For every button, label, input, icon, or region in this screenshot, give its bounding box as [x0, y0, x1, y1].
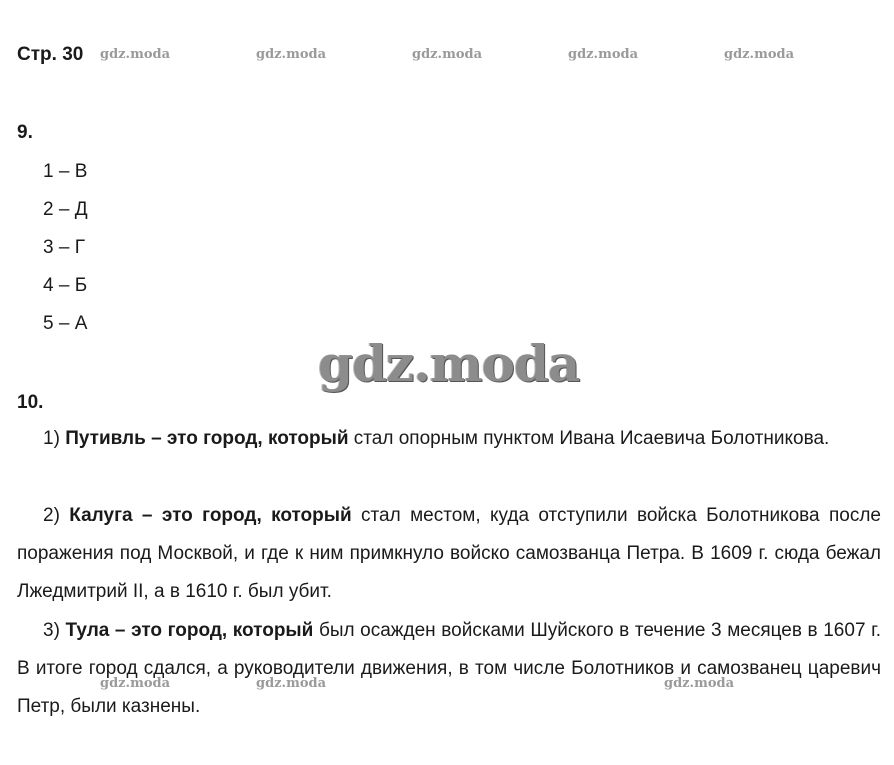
- answer-item: 1 – В: [43, 161, 88, 182]
- task-10-number: 10.: [17, 392, 44, 413]
- watermark-text: gdz.moda: [412, 47, 483, 62]
- item-text: был осажден войсками Шуйского в течение 3 месяцев в 1607 г. В итоге город сдался, а руководители движения, в том числе Болотников и самозванец царевич Петр, были казнены.: [17, 620, 881, 717]
- item-prefix: 2): [43, 505, 70, 526]
- answer-paragraph: [17, 612, 881, 726]
- item-text: стал местом, куда отступили войска Болотникова после поражения под Москвой, и где к ним примкнуло войско самозванца Петра. В 1609 г. сюда бежал Лжедмитрий II, а в 1610 г. был убит.: [17, 505, 881, 602]
- answer-item: 3 – Г: [43, 237, 85, 258]
- answer-paragraph: [17, 420, 881, 458]
- watermark-text: gdz.moda: [568, 47, 639, 62]
- item-bold-lead: Тула – это город, который: [65, 620, 314, 641]
- item-bold-lead: Калуга – это город, который: [69, 505, 352, 526]
- item-bold-lead: Путивль – это город, который: [65, 428, 349, 449]
- item-prefix: 3): [43, 620, 66, 641]
- answer-paragraph: [17, 497, 881, 611]
- watermark-logo: gdz.moda: [318, 334, 580, 393]
- watermark-text: gdz.moda: [724, 47, 795, 62]
- watermark-text: gdz.moda: [664, 676, 735, 691]
- item-prefix: 1): [43, 428, 66, 449]
- answer-item: 4 – Б: [43, 275, 88, 296]
- page-header: Стр. 30: [17, 44, 84, 65]
- watermark-text: gdz.moda: [256, 676, 327, 691]
- watermark-text: gdz.moda: [100, 676, 171, 691]
- watermark-text: gdz.moda: [100, 47, 171, 62]
- task-9-number: 9.: [17, 122, 33, 143]
- watermark-text: gdz.moda: [256, 47, 327, 62]
- answer-item: 2 – Д: [43, 199, 88, 220]
- item-text: стал опорным пунктом Ивана Исаевича Болотникова.: [348, 428, 830, 449]
- answer-item: 5 – А: [43, 313, 88, 334]
